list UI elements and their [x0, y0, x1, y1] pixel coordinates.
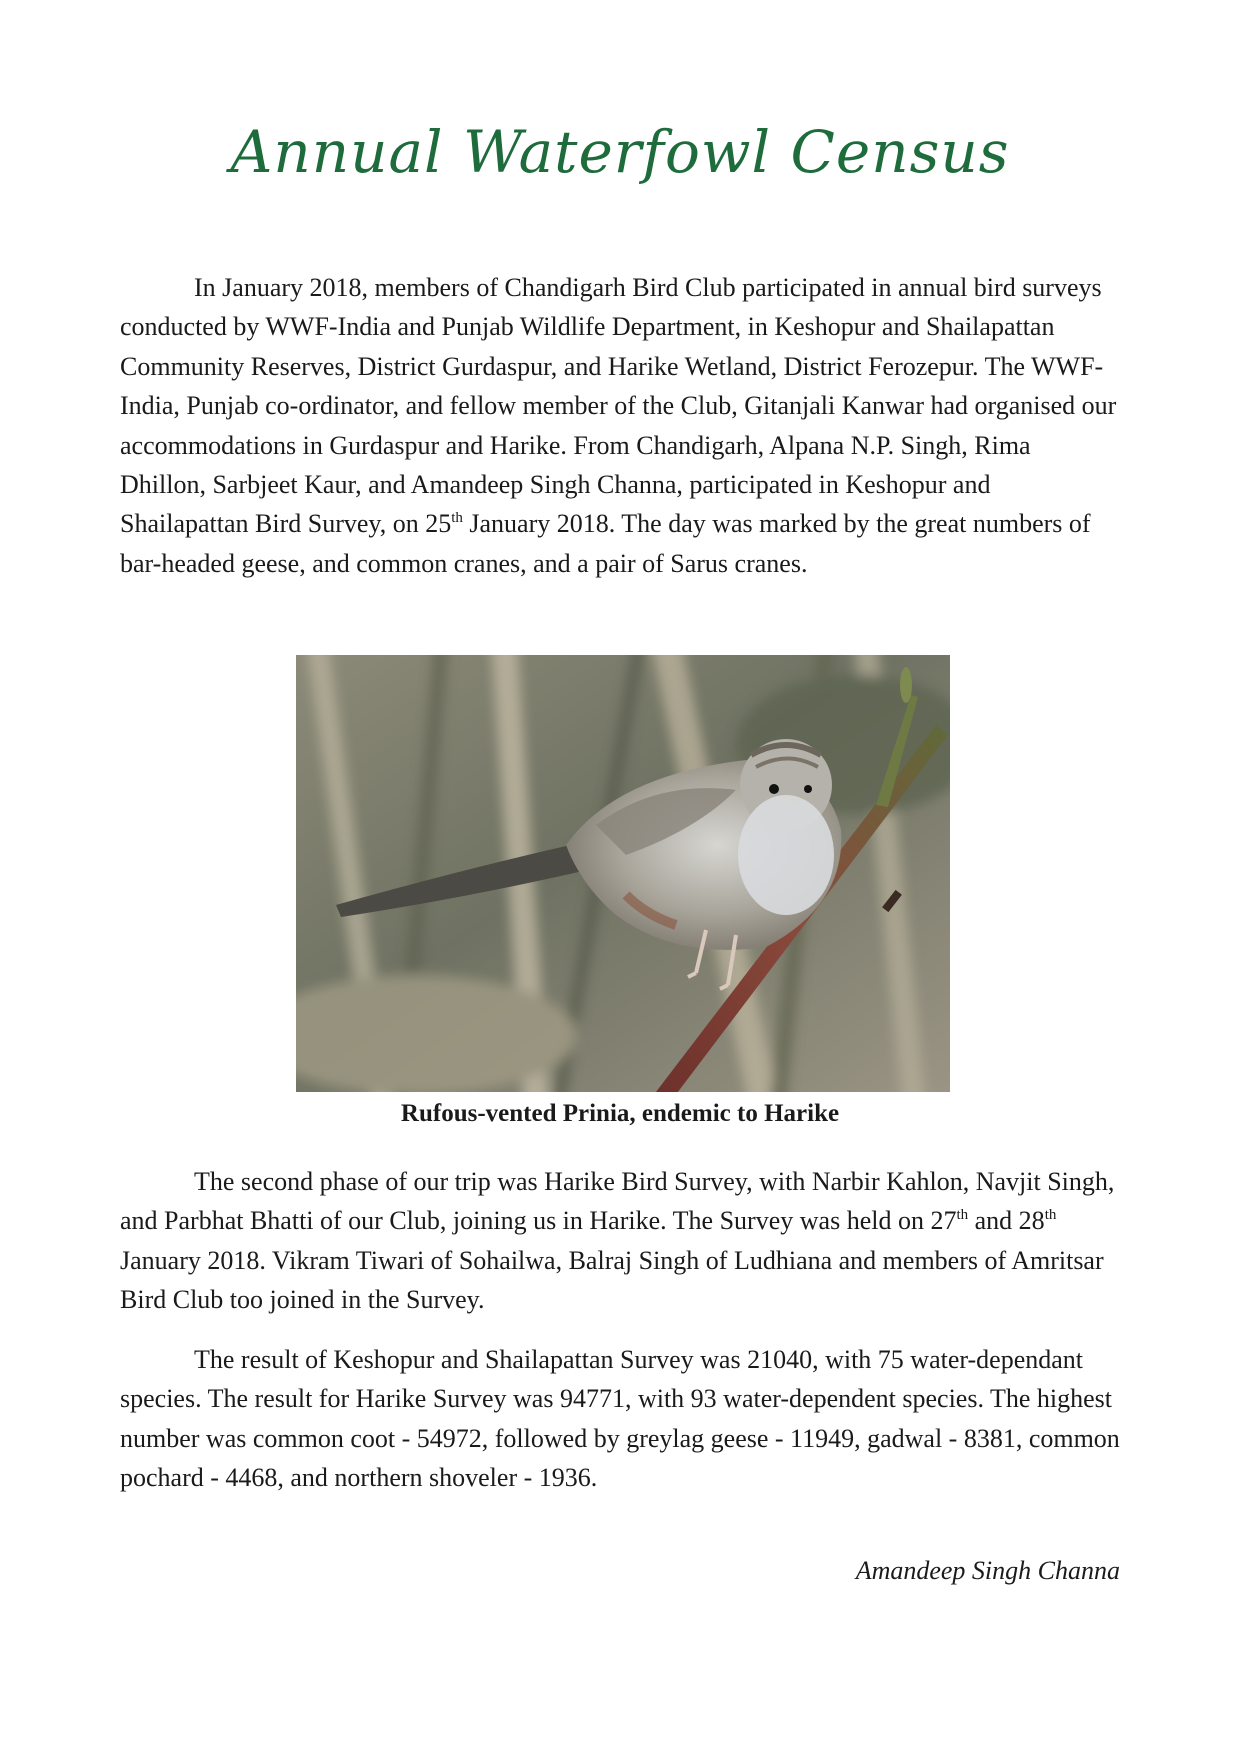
- ordinal-suffix: th: [1044, 1207, 1057, 1224]
- intro-text: In January 2018, members of Chandigarh Bird Club participated in annual bird surveys conducted by WWF-India and Punjab Wildlife Department, in Keshopur and Shailapattan Community Reserves, District Gurdaspur, and Harike Wetland, District Ferozepur. The WWF-India, Punjab co-ordinator, and fellow member of the Club, Gitanjali Kanwar had organised our accommodations in Gurdaspur and Harike. From Chandigarh, Alpana N.P. Singh, Rima Dhillon, Sarbjeet Kaur, and Amandeep Singh Channa, participated in Keshopur and Shailapattan Bird Survey, on 25: [120, 273, 1117, 539]
- ordinal-suffix: th: [451, 510, 463, 527]
- second-paragraph: [120, 1162, 1120, 1320]
- ordinal-suffix: th: [956, 1207, 969, 1224]
- photo-caption: Rufous-vented Prinia, endemic to Harike: [400, 1100, 840, 1127]
- results-paragraph: [120, 1340, 1120, 1498]
- page-title: Annual Waterfowl Census: [230, 118, 1010, 186]
- bird-on-stem-photo-icon: [296, 655, 950, 1092]
- intro-text-continued: January 2018. The day was marked by the great numbers of bar-headed geese, and common cranes, and a pair of Sarus cranes.: [120, 509, 1091, 578]
- second-text-part2: and 28: [968, 1206, 1045, 1236]
- bird-photo: [296, 655, 950, 1092]
- second-text-part3: January 2018. Vikram Tiwari of Sohailwa, Balraj Singh of Ludhiana and members of Amritsar Bird Club too joined in the Survey.: [120, 1245, 1104, 1315]
- author-signature: Amandeep Singh Channa: [855, 1556, 1120, 1585]
- intro-paragraph: [120, 268, 1120, 583]
- results-text: The result of Keshopur and Shailapattan Survey was 21040, with 75 water-dependant species. The result for Harike Survey was 94771, with 93 water-dependent species. The highest number was common coot - 54972, followed by greylag geese - 11949, gadwal - 8381, common pochard - 4468, and northern shoveler - 1936.: [120, 1345, 1120, 1493]
- second-text-part1: The second phase of our trip was Harike Bird Survey, with Narbir Kahlon, Navjit Singh, and Parbhat Bhatti of our Club, joining us in Harike. The Survey was held on 27: [120, 1167, 1115, 1236]
